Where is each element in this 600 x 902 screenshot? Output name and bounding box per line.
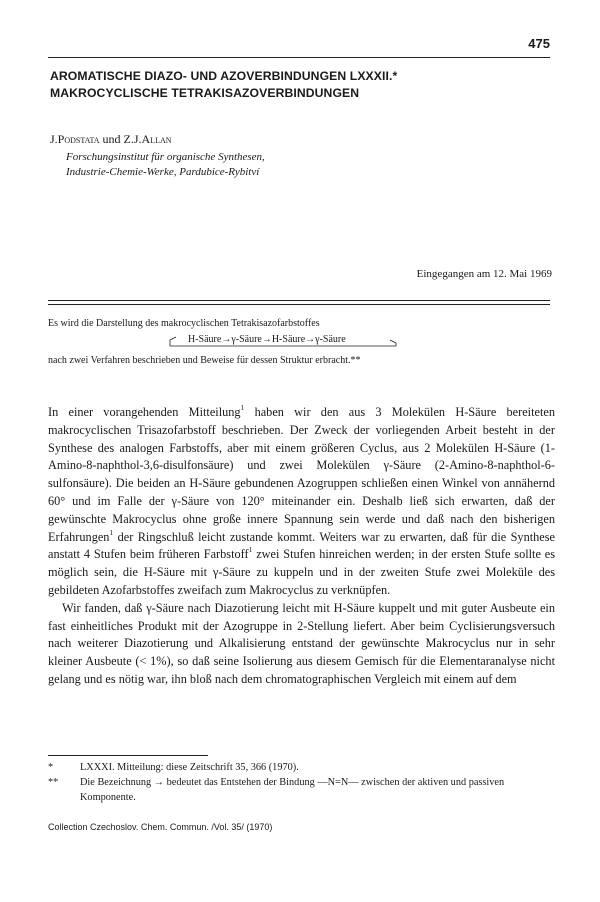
footnote-rule [48,755,208,756]
author-conjunction: und [99,132,124,146]
footnote-1 [48,760,558,775]
footnote-2 [48,775,558,805]
footnote-1-text: LXXXI. Mitteilung: diese Zeitschrift 35, 366 (1970). [80,762,299,773]
footnotes [48,760,558,805]
abstract-rule-bottom [48,304,550,305]
abstract-rule-top [48,300,550,301]
affiliation-line-1: Forschungsinstitut für organische Synthesen, [66,151,265,163]
abstract-line-1: Es wird die Darstellung des makrocyclischen Tetrakisazofarbstoffes [48,318,320,329]
paragraph-1-part-b: haben wir den aus 3 Molekülen H-Säure bereiteten makrocyclischen Trisazofarbstoff beschrieben. Der Zweck der vorliegenden Arbeit besteht in der Synthese des analogen Farbstoffs, aber mit einem größeren Cyclus, aus 2 Molekülen H-Säure (1-Amino-8-naphthol-3,6-disulfonsäure) und zwei Molekülen γ-Säure (2-Amino-8-naphthol-6-sulfonsäure). Die beiden an H-Säure gebundenen Azogruppen schließen einen Winkel von annähernd 60° und im Falle der γ-Säure von 120° miteinander ein. Deshalb ließ sich erwarten, daß der gewünschte Makrocyclus ohne große innere Spannung sein werde und daß nach den bisherigen Erfahrungen [48,405,555,544]
affiliation-line-2: Industrie-Chemie-Werke, Pardubice-Rybitví [66,166,260,178]
title-line-2: MAKROCYCLISCHE TETRAKISAZOVERBINDUNGEN [50,86,360,100]
author-2: Z.J.Allan [123,132,172,146]
paragraph-1-part-d: zwei Stufen hinreichen werden; in der ersten Stufe sollte es möglich sein, die H-Säure mit γ-Säure zu kuppeln und in der zweiten Stufe zwei Moleküle des gebildeten Azofarbstoffes zweifach zum Makrocyclus zu verknüpfen. [48,547,555,597]
reference-1: 1 [240,403,245,412]
footnote-2-text: Die Bezeichnung → bedeutet das Entstehen der Bindung —N=N— zwischen der aktiven und passiven Komponente. [80,777,505,803]
authors [50,132,172,147]
title-line-1: AROMATISCHE DIAZO- UND AZOVERBINDUNGEN LXXXII.* [50,69,398,83]
reference-2: 1 [109,527,114,537]
body-text [48,404,555,689]
page-number: 475 [528,36,550,51]
paragraph-1 [48,404,555,600]
cycle-formula [170,334,346,345]
header-rule [48,57,550,58]
footnote-2-mark: ** [48,777,59,788]
affiliation [66,150,265,180]
footnote-1-mark: * [48,762,54,773]
paragraph-1-part-c: der Ringschluß leicht zustande kommt. Weiters war zu erwarten, daß für die Synthese anstatt 4 Stufen beim früheren Farbstoff [48,529,555,562]
journal-footer: Collection Czechoslov. Chem. Commun. /Vol. 35/ (1970) [48,822,273,832]
author-1: J.Podstata [50,132,100,146]
article-title [50,68,560,102]
reference-3: 1 [248,545,253,555]
abstract-line-3: nach zwei Verfahren beschrieben und Beweise für dessen Struktur erbracht.** [48,355,361,366]
received-date: Eingegangen am 12. Mai 1969 [416,268,552,280]
paragraph-2: Wir fanden, daß γ-Säure nach Diazotierung leicht mit H-Säure kuppelt und mit guter Ausbeute ein fast einheitliches Produkt mit der Azogruppe in 2-Stellung liefert. Aber beim Cyclisierungsversuch nach weiterer Diazotierung und Alkalisierung entstand der gewünschte Makrocyclus nur in sehr kleiner Ausbeute (< 1%), so daß seine Isolierung aus diesem Gemisch für die Elementaranalyse nicht gelang und es nötig war, ihn bloß nach dem chromatographischen Vergleich mit einem auf dem [48,600,555,686]
formula-text: H-Säure→γ-Säure→H-Säure→γ-Säure [188,334,346,345]
paragraph-1-part-a: In einer vorangehenden Mitteilung [48,405,241,419]
